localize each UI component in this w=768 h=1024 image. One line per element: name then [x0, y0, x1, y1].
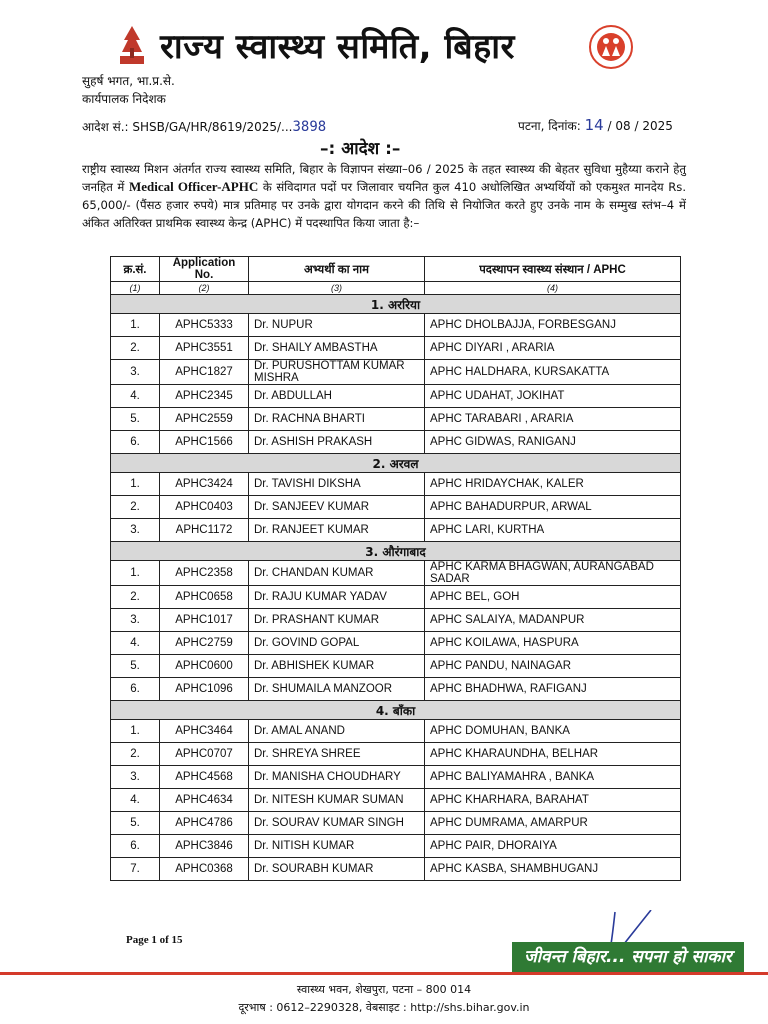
posting-institution: APHC TARABARI , ARARIA	[425, 408, 681, 431]
letterhead	[0, 18, 768, 78]
posting-institution: APHC PANDU, NAINAGAR	[425, 655, 681, 678]
col-header-app-no: Application No.	[160, 257, 249, 282]
candidate-name: Dr. NITISH KUMAR	[249, 835, 425, 858]
table-row	[111, 496, 681, 519]
candidate-name: Dr. SOURAV KUMAR SINGH	[249, 812, 425, 835]
application-number: APHC4634	[160, 789, 249, 812]
application-number: APHC3464	[160, 720, 249, 743]
district-name: 4. बाँका	[111, 701, 681, 720]
signatory-designation: कार्यपालक निदेशक	[82, 92, 166, 106]
candidate-name: Dr. RANJEET KUMAR	[249, 519, 425, 542]
posting-institution: APHC BAHADURPUR, ARWAL	[425, 496, 681, 519]
application-number: APHC1017	[160, 609, 249, 632]
col-num: (4)	[425, 282, 681, 295]
application-number: APHC2559	[160, 408, 249, 431]
table-colnum-row	[111, 282, 681, 295]
order-number-handwritten: 3898	[292, 119, 327, 135]
serial-number: 2.	[111, 586, 160, 609]
candidate-name: Dr. SANJEEV KUMAR	[249, 496, 425, 519]
district-name: 2. अरवल	[111, 454, 681, 473]
date-rest: / 08 / 2025	[607, 119, 673, 133]
application-number: APHC2345	[160, 385, 249, 408]
serial-number: 5.	[111, 408, 160, 431]
order-title: –: आदेश :–	[320, 139, 401, 159]
application-number: APHC2759	[160, 632, 249, 655]
application-number: APHC0600	[160, 655, 249, 678]
application-number: APHC1827	[160, 360, 249, 385]
table-row	[111, 743, 681, 766]
paragraph-post-name: Medical Officer-APHC	[128, 179, 259, 194]
application-number: APHC4568	[160, 766, 249, 789]
posting-institution: APHC BEL, GOH	[425, 586, 681, 609]
table-row	[111, 655, 681, 678]
table-row	[111, 678, 681, 701]
candidate-name: Dr. SOURABH KUMAR	[249, 858, 425, 881]
posting-institution: APHC BALIYAMAHRA , BANKA	[425, 766, 681, 789]
table-row	[111, 314, 681, 337]
serial-number: 1.	[111, 561, 160, 586]
posting-institution: APHC KASBA, SHAMBHUGANJ	[425, 858, 681, 881]
application-number: APHC3424	[160, 473, 249, 496]
col-num: (1)	[111, 282, 160, 295]
table-row	[111, 586, 681, 609]
district-row	[111, 701, 681, 720]
application-number: APHC1096	[160, 678, 249, 701]
signatory-name: सुहर्ष भगत, भा.प्र.से.	[82, 74, 175, 88]
order-date	[518, 116, 673, 134]
posting-institution: APHC SALAIYA, MADANPUR	[425, 609, 681, 632]
district-row	[111, 542, 681, 561]
candidate-name: Dr. RAJU KUMAR YADAV	[249, 586, 425, 609]
district-row	[111, 295, 681, 314]
posting-institution: APHC DIYARI , ARARIA	[425, 337, 681, 360]
district-row	[111, 454, 681, 473]
application-number: APHC0403	[160, 496, 249, 519]
serial-number: 2.	[111, 743, 160, 766]
posting-institution: APHC KOILAWA, HASPURA	[425, 632, 681, 655]
district-name: 3. औरंगाबाद	[111, 542, 681, 561]
col-header-institution: पदस्थापन स्वास्थ्य संस्थान / APHC	[425, 257, 681, 282]
table-row	[111, 519, 681, 542]
candidate-name: Dr. SHAILY AMBASTHA	[249, 337, 425, 360]
serial-number: 1.	[111, 720, 160, 743]
posting-institution: APHC UDAHAT, JOKIHAT	[425, 385, 681, 408]
posting-institution: APHC DUMRAMA, AMARPUR	[425, 812, 681, 835]
application-number: APHC0368	[160, 858, 249, 881]
application-number: APHC4786	[160, 812, 249, 835]
candidate-name: Dr. AMAL ANAND	[249, 720, 425, 743]
application-number: APHC0658	[160, 586, 249, 609]
posting-institution: APHC BHADHWA, RAFIGANJ	[425, 678, 681, 701]
col-num: (3)	[249, 282, 425, 295]
serial-number: 7.	[111, 858, 160, 881]
date-day-handwritten: 14	[584, 116, 604, 134]
candidate-name: Dr. MANISHA CHOUDHARY	[249, 766, 425, 789]
application-number: APHC5333	[160, 314, 249, 337]
posting-institution: APHC KHARAUNDHA, BELHAR	[425, 743, 681, 766]
state-emblem-icon	[114, 22, 150, 68]
candidate-name: Dr. SHREYA SHREE	[249, 743, 425, 766]
nhm-logo-icon	[588, 24, 634, 70]
serial-number: 6.	[111, 431, 160, 454]
paragraph-text-pre: राष्ट्रीय स्वास्थ्य मिशन अंतर्गत राज्य स्वास्थ्य समिति, बिहार के विज्ञापन संख्या–06 / 2025 के तहत स्वास्थ्य की बेहतर सुविधा मुहैय्या कराने हेतु जनहित में	[82, 162, 686, 194]
candidate-name: Dr. ASHISH PRAKASH	[249, 431, 425, 454]
serial-number: 1.	[111, 473, 160, 496]
order-number-label: आदेश सं.: SHSB/GA/HR/8619/2025/...	[82, 120, 293, 134]
serial-number: 6.	[111, 678, 160, 701]
serial-number: 3.	[111, 360, 160, 385]
table-row	[111, 337, 681, 360]
candidate-name: Dr. CHANDAN KUMAR	[249, 561, 425, 586]
posting-institution: APHC HALDHARA, KURSAKATTA	[425, 360, 681, 385]
posting-table	[110, 256, 681, 881]
application-number: APHC3551	[160, 337, 249, 360]
page-indicator: Page 1 of 15	[126, 934, 183, 946]
posting-institution: APHC DOMUHAN, BANKA	[425, 720, 681, 743]
paragraph-text-post: के संविदागत पदों पर जिलावार चयनित कुल 410 अधोलिखित अभ्यर्थियों को एकमुश्त मानदेय Rs. 65,000/- (पैंसठ हजार रुपये) मात्र प्रतिमाह पर उनके द्वारा योगदान करने की तिथि से नियोजित करते हुए उनके नाम के सम्मुख स्तंभ–4 में अंकित अतिरिक्त प्राथमिक स्वास्थ्य केन्द्र (APHC) में पदस्थापित किया जाता है:–	[82, 180, 687, 230]
slogan-banner: जीवन्त बिहार... सपना हो साकार	[512, 942, 744, 972]
serial-number: 5.	[111, 812, 160, 835]
serial-number: 3.	[111, 766, 160, 789]
table-row	[111, 835, 681, 858]
candidate-name: Dr. GOVIND GOPAL	[249, 632, 425, 655]
candidate-name: Dr. ABDULLAH	[249, 385, 425, 408]
table-row	[111, 609, 681, 632]
table-row	[111, 561, 681, 586]
serial-number: 6.	[111, 835, 160, 858]
application-number: APHC1566	[160, 431, 249, 454]
serial-number: 4.	[111, 632, 160, 655]
candidate-name: Dr. PRASHANT KUMAR	[249, 609, 425, 632]
district-name: 1. अररिया	[111, 295, 681, 314]
application-number: APHC0707	[160, 743, 249, 766]
table-row	[111, 408, 681, 431]
serial-number: 3.	[111, 519, 160, 542]
candidate-name: Dr. TAVISHI DIKSHA	[249, 473, 425, 496]
serial-number: 4.	[111, 789, 160, 812]
posting-institution: APHC PAIR, DHORAIYA	[425, 835, 681, 858]
serial-number: 3.	[111, 609, 160, 632]
order-number	[82, 118, 326, 135]
table-header-row	[111, 257, 681, 282]
posting-institution: APHC DHOLBAJJA, FORBESGANJ	[425, 314, 681, 337]
candidate-name: Dr. SHUMAILA MANZOOR	[249, 678, 425, 701]
table-row	[111, 766, 681, 789]
posting-institution: APHC KHARHARA, BARAHAT	[425, 789, 681, 812]
table-body	[111, 295, 681, 881]
serial-number: 2.	[111, 337, 160, 360]
footer-address: स्वास्थ्य भवन, शेखपुरा, पटना – 800 014	[296, 983, 472, 996]
posting-institution: APHC HRIDAYCHAK, KALER	[425, 473, 681, 496]
order-paragraph	[82, 160, 686, 232]
col-header-sn: क्र.सं.	[111, 257, 160, 282]
col-num: (2)	[160, 282, 249, 295]
posting-institution: APHC KARMA BHAGWAN, AURANGABAD SADAR	[425, 561, 681, 586]
org-title: राज्य स्वास्थ्य समिति, बिहार	[160, 27, 515, 67]
table-row	[111, 720, 681, 743]
table-row	[111, 789, 681, 812]
serial-number: 5.	[111, 655, 160, 678]
table-row	[111, 473, 681, 496]
footer-contact: दूरभाष : 0612–2290328, वेबसाइट : http://shs.bihar.gov.in	[238, 1001, 530, 1014]
candidate-name: Dr. NITESH KUMAR SUMAN	[249, 789, 425, 812]
application-number: APHC2358	[160, 561, 249, 586]
application-number: APHC3846	[160, 835, 249, 858]
col-header-name: अभ्यर्थी का नाम	[249, 257, 425, 282]
table-row	[111, 858, 681, 881]
candidate-name: Dr. ABHISHEK KUMAR	[249, 655, 425, 678]
serial-number: 2.	[111, 496, 160, 519]
table-row	[111, 632, 681, 655]
table-row	[111, 385, 681, 408]
table-row	[111, 431, 681, 454]
candidate-name: Dr. RACHNA BHARTI	[249, 408, 425, 431]
footer-divider	[0, 972, 768, 975]
posting-institution: APHC GIDWAS, RANIGANJ	[425, 431, 681, 454]
table-row	[111, 360, 681, 385]
serial-number: 4.	[111, 385, 160, 408]
candidate-name: Dr. NUPUR	[249, 314, 425, 337]
candidate-name: Dr. PURUSHOTTAM KUMAR MISHRA	[249, 360, 425, 385]
serial-number: 1.	[111, 314, 160, 337]
date-label: पटना, दिनांक:	[518, 119, 581, 133]
table-row	[111, 812, 681, 835]
application-number: APHC1172	[160, 519, 249, 542]
posting-institution: APHC LARI, KURTHA	[425, 519, 681, 542]
